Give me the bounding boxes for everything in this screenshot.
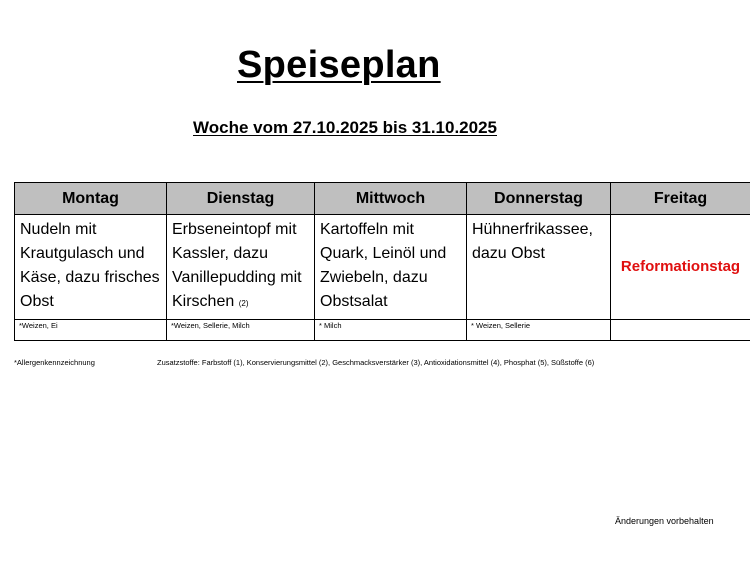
dish-mittwoch: [315, 215, 467, 320]
dish-text: Nudeln mit Krautgulasch und Käse, dazu frisches Obst: [20, 221, 160, 310]
footer-note: Änderungen vorbehalten: [615, 516, 714, 526]
day-header-donnerstag: Donnerstag: [467, 183, 611, 215]
allergens-dienstag: *Weizen, Sellerie, Milch: [167, 320, 315, 341]
allergens-montag: *Weizen, Ei: [15, 320, 167, 341]
dish-donnerstag: [467, 215, 611, 320]
day-header-freitag: Freitag: [611, 183, 750, 215]
dish-row: [15, 215, 750, 320]
allergens-mittwoch: * Milch: [315, 320, 467, 341]
allergen-row: [15, 320, 750, 341]
dish-text: Kartoffeln mit Quark, Leinöl und Zwiebeln, dazu Obstsalat: [320, 221, 447, 310]
day-header-dienstag: Dienstag: [167, 183, 315, 215]
day-header-mittwoch: Mittwoch: [315, 183, 467, 215]
holiday-freitag: Reformationstag: [611, 215, 750, 320]
dish-dienstag: [167, 215, 315, 320]
additives-legend: Zusatzstoffe: Farbstoff (1), Konservierungsmittel (2), Geschmacksverstärker (3), Antioxidationsmittel (4), Phosphat (5), Süßstoffe (6): [157, 358, 595, 367]
menu-table: [14, 182, 750, 341]
allergens-donnerstag: * Weizen, Sellerie: [467, 320, 611, 341]
dish-montag: [15, 215, 167, 320]
weekday-header-row: [15, 183, 750, 215]
week-subtitle: Woche vom 27.10.2025 bis 31.10.2025: [193, 118, 497, 137]
additive-note: (2): [238, 299, 249, 308]
page-title: Speiseplan: [237, 44, 441, 86]
allergens-freitag: [611, 320, 750, 341]
allergen-legend-label: *Allergenkennzeichnung: [14, 358, 95, 367]
dish-text: Erbseneintopf mit Kassler, dazu Vanillepudding mit Kirschen: [172, 221, 302, 310]
day-header-montag: Montag: [15, 183, 167, 215]
dish-text: Hühnerfrikassee, dazu Obst: [472, 221, 593, 262]
